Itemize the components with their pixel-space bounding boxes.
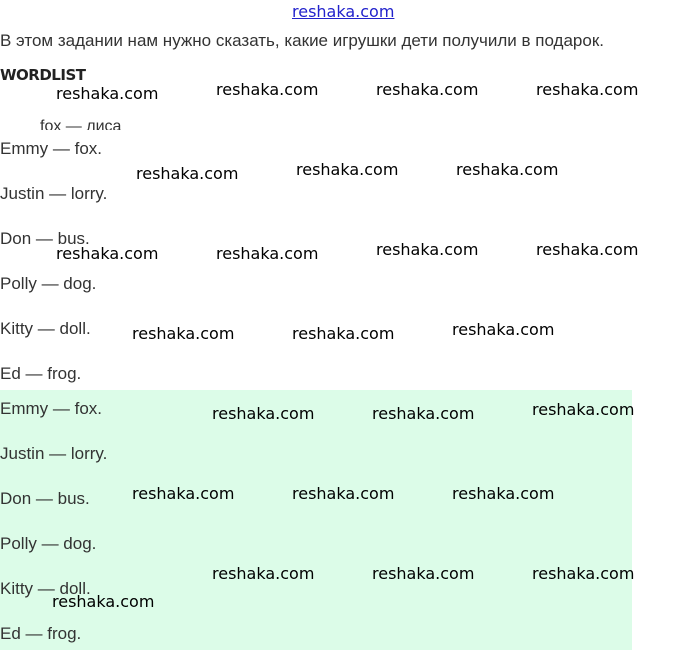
- watermark: reshaka.com: [216, 80, 319, 99]
- watermark: reshaka.com: [292, 324, 395, 343]
- watermark: reshaka.com: [452, 484, 555, 503]
- watermark: reshaka.com: [52, 592, 155, 611]
- highlighted-answer-kitty: Kitty — doll.: [0, 579, 91, 598]
- answer-ed: Ed — frog.: [0, 364, 82, 383]
- answer-justin: Justin — lorry.: [0, 184, 108, 203]
- highlighted-answer-emmy: Emmy — fox.: [0, 399, 103, 418]
- watermark: reshaka.com: [372, 404, 475, 423]
- site-link[interactable]: reshaka.com: [292, 2, 395, 21]
- watermark: reshaka.com: [136, 164, 239, 183]
- watermark: reshaka.com: [212, 404, 315, 423]
- highlighted-answer-ed: Ed — frog.: [0, 624, 82, 643]
- watermark: reshaka.com: [452, 320, 555, 339]
- answer-emmy: Emmy — fox.: [0, 139, 103, 158]
- watermark: reshaka.com: [132, 484, 235, 503]
- highlighted-answer-don: Don — bus.: [0, 489, 90, 508]
- highlighted-answer-justin: Justin — lorry.: [0, 444, 108, 463]
- watermark: reshaka.com: [456, 160, 559, 179]
- highlighted-answer-polly: Polly — dog.: [0, 534, 97, 553]
- answer-don: Don — bus.: [0, 229, 90, 248]
- watermark: reshaka.com: [532, 400, 635, 419]
- watermark: reshaka.com: [376, 80, 479, 99]
- watermark: reshaka.com: [372, 564, 475, 583]
- intro-text: В этом задании нам нужно сказать, какие игрушки дети получили в подарок.: [0, 31, 604, 50]
- watermark: reshaka.com: [532, 564, 635, 583]
- answer-polly: Polly — dog.: [0, 274, 97, 293]
- watermark: reshaka.com: [376, 240, 479, 259]
- watermark: reshaka.com: [296, 160, 399, 179]
- watermark: reshaka.com: [536, 240, 639, 259]
- wordlist-partial-line: fox — лиса: [40, 118, 122, 130]
- watermark: reshaka.com: [216, 244, 319, 263]
- highlighted-answers-block: [0, 390, 635, 650]
- watermark: reshaka.com: [56, 244, 159, 263]
- watermark: reshaka.com: [56, 84, 159, 103]
- watermark: reshaka.com: [132, 324, 235, 343]
- watermark: reshaka.com: [292, 484, 395, 503]
- answer-kitty: Kitty — doll.: [0, 319, 91, 338]
- wordlist-heading: WORDLIST: [0, 66, 86, 84]
- watermark: reshaka.com: [536, 80, 639, 99]
- watermark: reshaka.com: [212, 564, 315, 583]
